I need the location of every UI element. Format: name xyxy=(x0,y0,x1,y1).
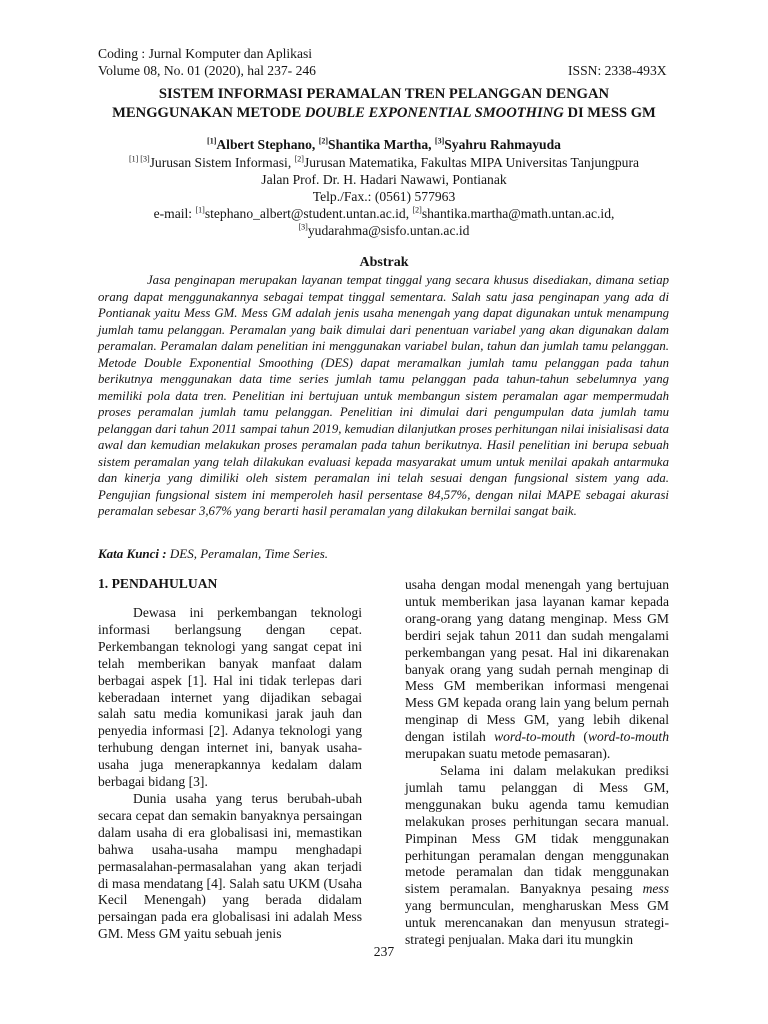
abstract-text: Jasa penginapan merupakan layanan tempat tinggal yang secara khusus disediakan, dimana setiap orang dapat menggunakannya sebagai tempat tinggal sementara. Salah satu jasa penginapan yang ada di Pontianak yaitu Mess GM. Mess GM adalah jenis usaha menengah yang dapat digunakan untuk menampung jumlah tamu pelanggan. Peramalan yang baik dimulai dari penentuan variabel yang akan digunakan dalam peramalan. Peramalan dalam penelitian ini menggunakan variabel bulan, tahun dan jumlah tamu pelanggan. Metode Double Exponential Smoothing (DES) dapat meramalkan jumlah tamu pelanggan pada tahun berikutnya menggunakan data time series jumlah tamu pelanggan pada tahun-tahun sebelumnya yang memiliki pola data tren. Penelitian ini bertujuan untuk membangun sistem peramalan agar mempermudah proses peramalan jumlah tamu pelanggan. Penelitian ini dimulai dari pengumpulan data jumlah tamu pelanggan dari tahun 2011 sampai tahun 2019, kemudian dilanjutkan proses perhitungan nilai inisialisasi data awal dan kemudian melakukan proses peramalan pada tahun berikutnya. Hasil penelitian ini berupa sebuah sistem peramalan yang telah dilakukan evaluasi kepada masyarakat umum untuk menilai apakah antarmuka dan kinerja yang dimiliki oleh sistem peramalan ini telah sesuai dengan fungsional sistem yang ada. Pengujian fungsional sistem ini memperoleh hasil persentase 84,57%, dengan nilai MAPE sebagai akurasi peramalan sebesar 3,67% yang berarti hasil peramalan yang dilakukan bernilai sangat baik. xyxy=(98,273,669,518)
left-column xyxy=(98,605,362,943)
abstract-heading: Abstrak xyxy=(359,255,409,270)
journal-name: Coding : Jurnal Komputer dan Aplikasi xyxy=(98,46,313,61)
address-line: Jalan Prof. Dr. H. Hadari Nawawi, Pontianak xyxy=(261,172,507,187)
right-column xyxy=(405,577,669,949)
title-line-1: SISTEM INFORMASI PERAMALAN TREN PELANGGAN DENGAN xyxy=(158,86,610,102)
author-list: [1]Albert Stephano, [2]Shantika Martha, [3]Syahru Rahmayuda xyxy=(207,136,561,152)
paragraph: Selama ini dalam melakukan prediksi jumlah tamu pelanggan di Mess GM, menggunakan buku agenda tamu kemudian melakukan proses perhitungan secara manual. Pimpinan Mess GM tidak menggunakan perhitungan peramalan dengan menggunakan metode peramalan dan tidak menggunakan sistem peramalan. Banyaknya pesaing mess yang bermunculan, mengharuskan Mess GM untuk merencanakan dan menyusun strategi-strategi penjualan. Maka dari itu mungkin xyxy=(405,762,669,948)
paragraph: Dunia usaha yang terus berubah-ubah secara cepat dan semakin banyaknya persaingan dalam usaha di era globalisasi ini, memastikan bahwa usaha-usaha mampu menghadapi permasalahan-permasalahan yang akan terjadi di masa mendatang [4]. Salah satu UKM (Usaha Kecil Menengah) yang berada didalam persaingan pada era globalisasi ini adalah Mess GM. Mess GM yaitu sebuah jenis xyxy=(98,790,362,942)
email-line: e-mail: [1]stephano_albert@student.untan.ac.id, [2]shantika.martha@math.untan.ac.id, xyxy=(153,205,615,221)
telp-line: Telp./Fax.: (0561) 577963 xyxy=(312,189,456,204)
paragraph: Dewasa ini perkembangan teknologi informasi berlangsung dengan cepat. Perkembangan teknologi yang sangat cepat ini telah memberikan banyak manfaat dalam berbagai aspek [1]. Hal ini tidak terlepas dari keberadaan internet yang dijadikan sebagai salah satu media komunikasi jarak jauh dan penyedia informasi [2]. Adanya teknologi yang terhubung dengan internet ini, banyak usaha-usaha juga menerapkannya kedalam dalam berbagai bidang [3]. xyxy=(98,605,362,790)
section-heading-introduction: 1. PENDAHULUAN xyxy=(98,576,218,591)
journal-issn: ISSN: 2338-493X xyxy=(568,63,667,78)
keywords: Kata Kunci : DES, Peramalan, Time Series. xyxy=(98,546,329,561)
affiliation xyxy=(60,154,708,239)
title-line-2: MENGGUNAKAN METODE DOUBLE EXPONENTIAL SMOOTHING DI MESS GM xyxy=(112,105,656,121)
paragraph: usaha dengan modal menengah yang bertujuan untuk memberikan jasa layanan kamar kepada orang-orang yang datang menginap. Mess GM berdiri sejak tahun 2011 dan sudah mengalami perkembangan yang pesat. Hal ini dikarenakan banyak orang yang sudah pernah menginap di Mess GM memberikan informasi mengenai Mess GM kepada orang lain yang belum pernah menginap di Mess GM, yang lebih dikenal dengan istilah word-to-mouth (word-to-mouth merupakan suatu metode pemasaran). xyxy=(405,577,669,762)
abstract-body xyxy=(98,272,669,520)
page-number: 237 xyxy=(373,944,395,959)
journal-volume: Volume 08, No. 01 (2020), hal 237- 246 xyxy=(98,63,316,78)
paper-title xyxy=(60,85,708,123)
affiliation-line: [1] [3]Jurusan Sistem Informasi, [2]Jurusan Matematika, Fakultas MIPA Universitas Tanjungpura xyxy=(128,154,640,170)
email-line-2: [3]yudarahma@sisfo.untan.ac.id xyxy=(298,222,470,238)
